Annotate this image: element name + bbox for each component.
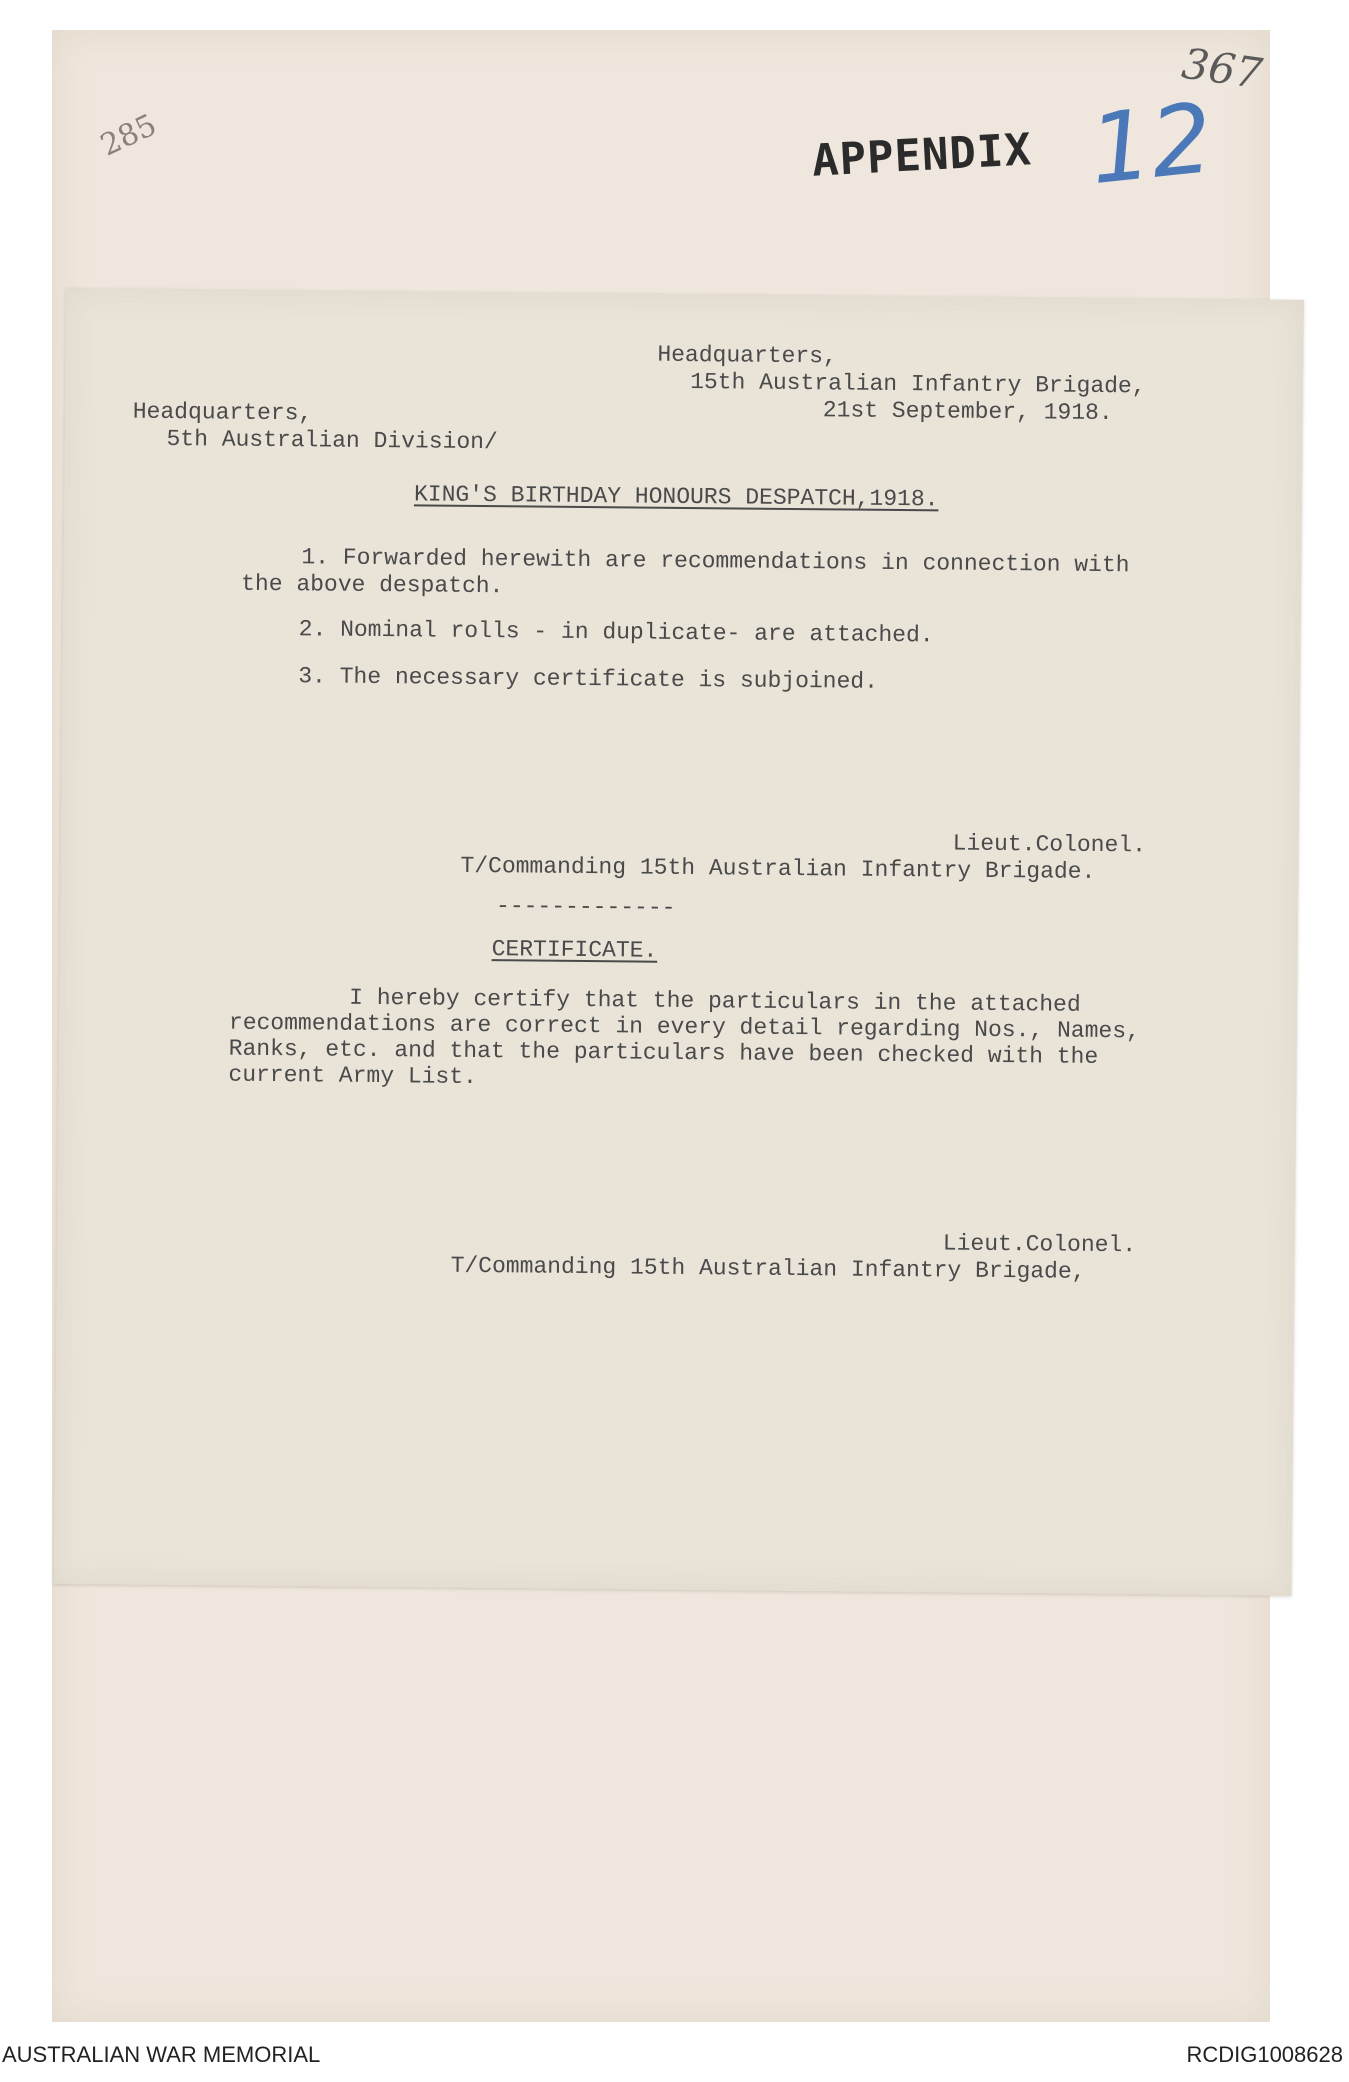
appendix-stamp: APPENDIX [810, 124, 1034, 187]
divider-line: ------------- [495, 893, 676, 921]
from-line-3: 21st September, 1918. [822, 397, 1113, 427]
certificate-line-2: recommendations are correct in every detail regarding Nos., Names, [228, 1009, 1140, 1045]
signature1-rank: Lieut.Colonel. [952, 830, 1147, 859]
to-line-2: 5th Australian Division/ [166, 425, 498, 456]
from-line-1: Headquarters, [657, 341, 837, 370]
signature1-title: T/Commanding 15th Australian Infantry Brigade. [460, 852, 1096, 885]
front-sheet [54, 288, 1304, 1596]
paragraph-1a: 1. Forwarded herewith are recommendations in connection with [301, 544, 1130, 579]
paragraph-3: 3. The necessary certificate is subjoined. [298, 663, 879, 695]
despatch-heading: KING'S BIRTHDAY HONOURS DESPATCH,1918. [413, 481, 939, 513]
paragraph-2: 2. Nominal rolls - in duplicate- are attached. [298, 616, 934, 649]
certificate-line-4: current Army List. [228, 1061, 478, 1090]
signature2-rank: Lieut.Colonel. [942, 1230, 1137, 1259]
certificate-heading: CERTIFICATE. [491, 936, 658, 964]
paragraph-1b: the above despatch. [241, 570, 504, 600]
signature2-title: T/Commanding 15th Australian Infantry Brigade, [450, 1252, 1086, 1285]
certificate-line-3: Ranks, etc. and that the particulars have been checked with the [228, 1035, 1099, 1070]
footer-record-id: RCDIG1008628 [1186, 2042, 1343, 2067]
to-line-1: Headquarters, [132, 398, 313, 427]
from-line-2: 15th Australian Infantry Brigade, [690, 368, 1146, 400]
footer-institution: AUSTRALIAN WAR MEMORIAL [2, 2042, 321, 2067]
handwritten-pencil-folio: 285 [95, 107, 162, 164]
handwritten-pencil-number: 367 [1178, 38, 1266, 99]
handwritten-blue-number: 12 [1084, 81, 1218, 207]
certificate-line-1: I hereby certify that the particulars in the attached [349, 984, 1081, 1018]
